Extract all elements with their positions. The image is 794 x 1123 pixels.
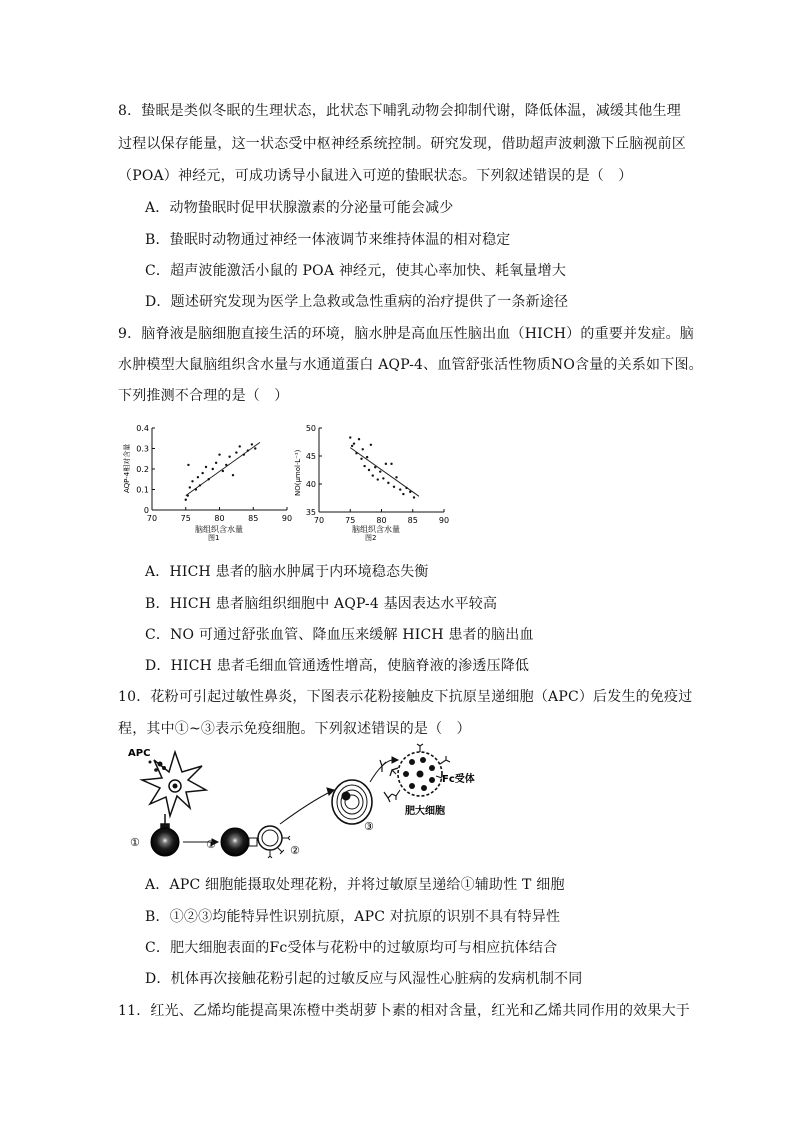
q10-option-a: A．APC 细胞能摄取处理花粉，并将过敏原呈递给①辅助性 T 细胞 <box>145 877 565 893</box>
q10-option-c: C．肥大细胞表面的Fc受体与花粉中的过敏原均可与相应抗体结合 <box>145 940 558 956</box>
cell-label-2: ② <box>290 844 300 857</box>
y-tick-label: 0.3 <box>136 444 149 454</box>
trendline <box>350 448 419 497</box>
scatter-point <box>228 456 230 458</box>
scatter-point <box>379 470 381 472</box>
q8-line-2: 过程以保存能量，这一状态受中枢神经系统控制。研究发现，借助超声波刺激下丘脑视前区 <box>118 136 686 152</box>
q8-option-c: C．超声波能激活小鼠的 POA 神经元，使其心率加快、耗氧量增大 <box>145 263 567 279</box>
apc-cell <box>142 752 206 816</box>
x-axis-label: 脑组织含水量 <box>195 525 243 534</box>
scatter-point <box>191 480 193 482</box>
scatter-point <box>399 488 401 490</box>
q10-option-d: D．机体再次接触花粉引起的过敏反应与风湿性心脏病的发病机制不同 <box>145 971 583 987</box>
y-tick-label: 50 <box>305 424 316 433</box>
cell-contact <box>249 838 257 846</box>
q8-line-3: （POA）神经元，可成功诱导小鼠进入可逆的蛰眠状态。下列叙述错误的是（ ） <box>118 168 633 184</box>
scatter-point <box>405 487 407 489</box>
scatter-point <box>185 499 187 501</box>
scatter-point <box>187 494 189 496</box>
x-tick-label: 80 <box>214 514 225 523</box>
scatter-point <box>363 465 365 467</box>
scatter-point <box>390 463 392 465</box>
y-tick-label: 0.2 <box>136 465 149 474</box>
scatter-point <box>251 443 253 445</box>
q8-line-1: 8．蛰眠是类似冬眠的生理状态，此状态下哺乳动物会抑制代谢，降低体温，减缓其他生理 <box>118 103 681 119</box>
scatter-point <box>366 456 368 458</box>
q8-option-a: A．动物蛰眠时促甲状腺激素的分泌量可能会减少 <box>145 200 454 216</box>
x-axis-label: 脑组织含水量 <box>352 525 400 534</box>
mast-cell <box>392 744 450 800</box>
y-axis-label: NO(μmol·L⁻¹) <box>294 449 302 496</box>
scatter-point <box>187 464 189 466</box>
x-tick-label: 70 <box>146 514 158 523</box>
x-tick-label: 80 <box>376 516 387 525</box>
scatter-point <box>212 468 214 470</box>
x-tick-label: 75 <box>345 516 356 525</box>
scatter-point <box>222 470 224 472</box>
q9-option-b: B．HICH 患者脑组织细胞中 AQP-4 基因表达水平较高 <box>145 596 498 612</box>
q9-line-3: 下列推测不合理的是（ ） <box>118 388 289 404</box>
scatter-point <box>254 447 256 449</box>
chart-title: 图1 <box>208 534 220 542</box>
x-tick-label: 85 <box>407 516 418 525</box>
apc-label: APC <box>128 748 151 759</box>
scatter-point <box>358 438 360 440</box>
scatter-point <box>393 486 395 488</box>
y-tick-label: 35 <box>305 508 316 517</box>
cell-label-1b: ① <box>206 838 216 851</box>
chart-figure-1 <box>120 418 293 542</box>
scatter-point <box>382 477 384 479</box>
scatter-point <box>355 452 357 454</box>
immune-process-diagram <box>120 742 480 867</box>
scatter-point <box>351 445 353 447</box>
scatter-point <box>362 448 364 450</box>
x-tick-label: 75 <box>180 514 191 523</box>
scatter-point <box>413 496 415 498</box>
mast-cell-label: 肥大细胞 <box>405 806 445 817</box>
scatter-point <box>205 466 207 468</box>
scatter-point <box>218 453 220 455</box>
x-tick-label: 85 <box>248 514 259 523</box>
q9-option-a: A．HICH 患者的脑水肿属于内环境稳态失衡 <box>145 564 429 580</box>
q9-option-d: D．HICH 患者毛细血管通透性增高，使脑脊液的渗透压降低 <box>145 658 530 674</box>
y-tick-label: 45 <box>305 452 316 461</box>
scatter-point <box>370 444 372 446</box>
scatter-point <box>232 474 234 476</box>
scatter-point <box>199 484 201 486</box>
scatter-point <box>353 442 355 444</box>
chart-figure-2 <box>290 418 460 540</box>
y-tick-label: 0.4 <box>136 424 149 433</box>
q9-line-1: 9．脑脊液是脑细胞直接生活的环境，脑水肿是高血压性脑出血（HICH）的重要并发症。脑 <box>118 326 694 342</box>
scatter-point <box>349 436 351 438</box>
helper-t-cell <box>151 828 179 856</box>
scatter-point <box>247 449 249 451</box>
scatter-point <box>189 486 191 488</box>
scatter-point <box>235 451 237 453</box>
scatter-point <box>402 493 404 495</box>
scatter-point <box>225 464 227 466</box>
scatter-point <box>197 476 199 478</box>
scatter-point <box>368 469 370 471</box>
q10-option-b: B．①②③均能特异性识别抗原，APC 对抗原的识别不具有特异性 <box>145 909 561 925</box>
scatter-point <box>239 445 241 447</box>
q8-option-d: D．题述研究发现为医学上急救或急性重病的治疗提供了一条新途径 <box>145 294 569 310</box>
q9-option-c: C．NO 可通过舒张血管、降血压来缓解 HICH 患者的脑出血 <box>145 627 534 643</box>
arrow-icon <box>280 788 334 824</box>
y-tick-label: 0 <box>143 506 149 515</box>
scatter-point <box>374 466 376 468</box>
scatter-point <box>395 476 397 478</box>
fc-receptor-label: Fc受体 <box>442 774 475 785</box>
scatter-point <box>208 478 210 480</box>
scatter-point <box>215 462 217 464</box>
q10-line-1: 10．花粉可引起过敏性鼻炎，下图表示花粉接触皮下抗原呈递细胞（APC）后发生的免疫过 <box>118 689 693 705</box>
x-tick-label: 70 <box>313 516 325 525</box>
scatter-point <box>360 458 362 460</box>
chart-title: 图2 <box>365 534 377 542</box>
y-tick-label: 0.1 <box>136 485 149 495</box>
scatter-point <box>385 463 387 465</box>
cell-label-1a: ① <box>130 836 140 849</box>
q8-option-b: B．蛰眠时动物通过神经一体液调节来维持体温的相对稳定 <box>145 232 511 248</box>
b-cell <box>258 826 290 858</box>
y-axis-label: AQP-4相对含量 <box>123 443 131 493</box>
plasma-cell <box>332 780 372 824</box>
q10-line-2: 程，其中①~③表示免疫细胞。下列叙述错误的是（ ） <box>118 721 471 737</box>
x-tick-label: 90 <box>281 514 293 523</box>
q11-line-1: 11．红光、乙烯均能提高果冻橙中类胡萝卜素的相对含量，红光和乙烯共同作用的效果大于 <box>118 1003 691 1019</box>
scatter-point <box>195 488 197 490</box>
x-tick-label: 90 <box>438 516 450 525</box>
y-tick-label: 40 <box>305 480 316 489</box>
helper-t-cell <box>221 828 249 856</box>
scatter-point <box>372 474 374 476</box>
cell-label-3: ③ <box>364 820 374 833</box>
q9-line-2: 水肿模型大鼠脑组织含水量与水通道蛋白 AQP-4、血管舒张活性物质NO含量的关系如下图。 <box>118 357 703 373</box>
scatter-point <box>201 472 203 474</box>
scatter-point <box>387 482 389 484</box>
scatter-point <box>409 491 411 493</box>
scatter-point <box>243 453 245 455</box>
scatter-point <box>377 478 379 480</box>
